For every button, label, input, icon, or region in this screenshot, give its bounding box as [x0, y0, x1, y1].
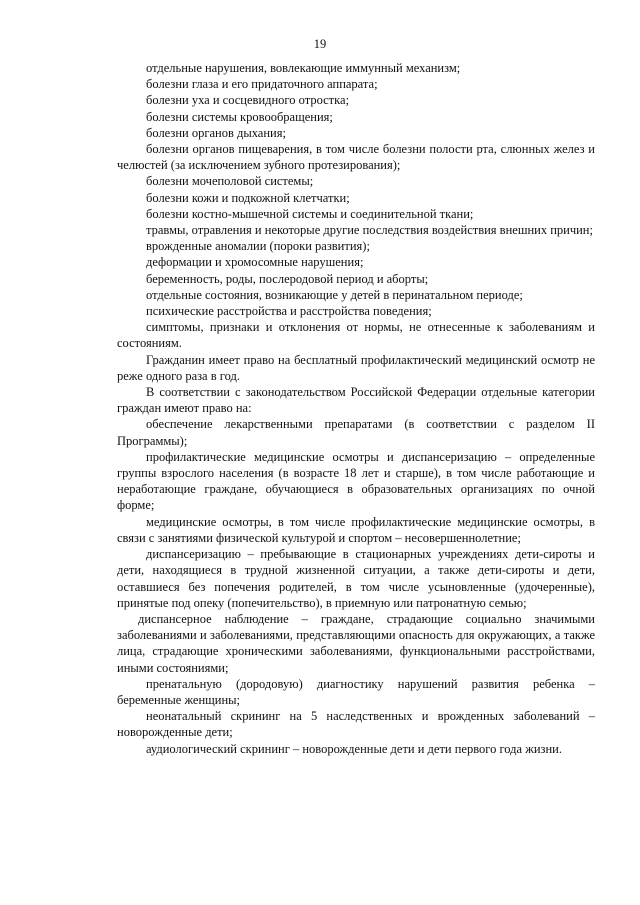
paragraph: неонатальный скрининг на 5 наследственных и врожденных заболеваний – новорожденные дети; [117, 709, 595, 740]
paragraph: отдельные нарушения, вовлекающие иммунный механизм; [146, 61, 461, 75]
paragraph: болезни костно-мышечной системы и соединительной ткани; [146, 206, 474, 221]
paragraph: В соответствии с законодательством Российской Федерации отдельные категории граждан имеют право на: [117, 385, 595, 416]
paragraph: болезни органов дыхания; [146, 125, 286, 140]
paragraph: симптомы, признаки и отклонения от нормы, не отнесенные к заболеваниям и состояниям. [117, 320, 595, 351]
page-number: 19 [313, 37, 327, 51]
document-body [117, 60, 595, 757]
paragraph: болезни органов пищеварения, в том числе болезни полости рта, слюнных желез и челюстей (за исключением зубного протезирования); [117, 142, 595, 173]
paragraph: болезни мочеполовой системы; [146, 174, 314, 189]
paragraph: профилактические медицинские осмотры и диспансеризацию – определенные группы взрослого населения (в возрасте 18 лет и старше), в том числе работающие и неработающие граждане, обучающиеся в образовательных организациях по очной форме; [117, 449, 595, 513]
paragraph: врожденные аномалии (пороки развития); [146, 239, 370, 254]
paragraph: аудиологический скрининг – новорожденные дети и дети первого года жизни. [146, 741, 562, 756]
paragraph: болезни глаза и его придаточного аппарата; [146, 77, 378, 92]
paragraph: болезни уха и сосцевидного отростка; [146, 93, 350, 108]
paragraph: обеспечение лекарственными препаратами (в соответствии с разделом II Программы); [117, 417, 595, 448]
paragraph: деформации и хромосомные нарушения; [146, 255, 364, 270]
paragraph: болезни кожи и подкожной клетчатки; [146, 190, 350, 205]
paragraph: диспансеризацию – пребывающие в стационарных учреждениях дети-сироты и дети, находящиеся в трудной жизненной ситуации, а также дети-сироты и дети, оставшиеся без попечения родителей, в том числе усыновленные (удочеренные), принятые под опеку (попечительство), в приемную или патронатную семью; [117, 547, 595, 610]
paragraph: пренатальную (дородовую) диагностику нарушений развития ребенка – беременные женщины; [117, 676, 595, 707]
paragraph: Гражданин имеет право на бесплатный профилактический медицинский осмотр не реже одного раза в год. [117, 352, 595, 383]
paragraph: психические расстройства и расстройства поведения; [146, 304, 432, 319]
paragraph: травмы, отравления и некоторые другие последствия воздействия внешних причин; [146, 223, 593, 238]
paragraph: болезни системы кровообращения; [146, 109, 333, 124]
paragraph: диспансерное наблюдение – граждане, страдающие социально значимыми заболеваниями и заболеваниями, представляющими опасность для окружающих, а также лица, страдающие хроническими заболеваниями, функциональными расстройствами, иными состояниями; [117, 611, 595, 675]
paragraph: медицинские осмотры, в том числе профилактические медицинские осмотры, в связи с занятиями физической культурой и спортом – несовершеннолетние; [117, 514, 595, 545]
paragraph: отдельные состояния, возникающие у детей в перинатальном периоде; [146, 287, 523, 302]
paragraph: беременность, роды, послеродовой период и аборты; [146, 271, 429, 286]
